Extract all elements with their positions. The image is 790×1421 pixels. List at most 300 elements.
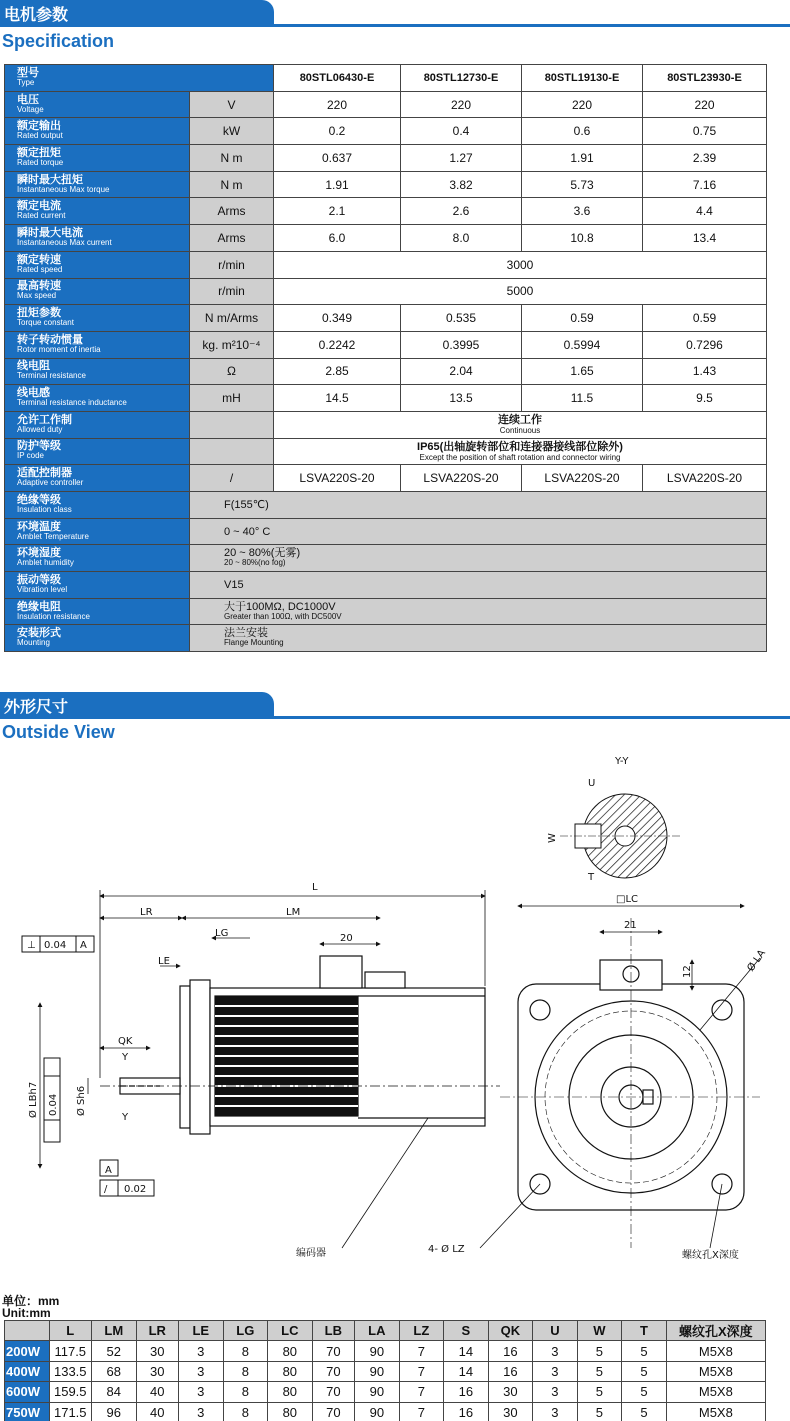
label-zh: 线电阻 xyxy=(17,360,50,373)
label-screw-hole: 螺纹孔X深度 xyxy=(682,1250,739,1261)
value-cell: 13.5 xyxy=(401,385,522,412)
value-cell: 7.16 xyxy=(643,171,767,198)
value-cell: 0.2242 xyxy=(274,331,401,358)
row-label xyxy=(5,278,190,305)
spec-section-tab: 电机参数 xyxy=(0,0,274,24)
dimension-cell: 5 xyxy=(577,1341,622,1361)
value-cell: 2.1 xyxy=(274,198,401,225)
dimension-cell: 3 xyxy=(179,1341,224,1361)
row-label xyxy=(5,198,190,225)
label-encoder: 编码器 xyxy=(296,1248,326,1259)
model-name: 80STL19130-E xyxy=(522,65,643,92)
dimension-cell: 3 xyxy=(179,1402,224,1421)
unit-cell: N m/Arms xyxy=(190,305,274,332)
dimension-cell: 14 xyxy=(444,1341,489,1361)
view-section-title: Outside View xyxy=(2,722,115,742)
value-cell: 4.4 xyxy=(643,198,767,225)
spec-row xyxy=(5,305,767,332)
label-zh: 型号 xyxy=(17,66,39,79)
unit-cell: Arms xyxy=(190,198,274,225)
label-en: Amblet humidity xyxy=(17,558,74,568)
dimension-cell: 30 xyxy=(136,1341,179,1361)
dimension-cell: 70 xyxy=(312,1402,355,1421)
row-label xyxy=(5,331,190,358)
dimension-cell: 8 xyxy=(223,1402,268,1421)
dimension-cell: 3 xyxy=(533,1361,578,1381)
row-label xyxy=(5,572,190,599)
dimension-cell: 5 xyxy=(577,1402,622,1421)
label-en: Mounting xyxy=(17,638,50,648)
spec-row xyxy=(5,171,767,198)
label-zh: 额定电流 xyxy=(17,200,61,213)
model-name: 80STL12730-E xyxy=(401,65,522,92)
label-en: Insulation class xyxy=(17,504,72,514)
spec-row xyxy=(5,385,767,412)
unit-cell: Ω xyxy=(190,358,274,385)
dimension-cell: M5X8 xyxy=(666,1402,765,1421)
value-main: V15 xyxy=(224,578,244,591)
dimension-cell: 16 xyxy=(488,1361,533,1381)
unit-cell xyxy=(190,411,274,438)
value-cell: 220 xyxy=(274,91,401,118)
dimension-cell: 5 xyxy=(622,1402,667,1421)
value-main: F(155℃) xyxy=(224,498,269,511)
value-cell: 1.65 xyxy=(522,358,643,385)
value-sub: Continuous xyxy=(499,426,541,436)
label-en: Adaptive controller xyxy=(17,478,84,488)
dimension-cell: 16 xyxy=(444,1382,489,1402)
label-en: Terminal resistance inductance xyxy=(17,398,127,408)
dim-LZ: 4- Ø LZ xyxy=(428,1244,465,1255)
row-label xyxy=(5,385,190,412)
power-rating: 400W xyxy=(5,1361,50,1381)
row-label xyxy=(5,545,190,572)
value-sub: Except the position of shaft rotation and connector wiring xyxy=(419,452,621,462)
type-label xyxy=(5,65,274,92)
column-header: LZ xyxy=(399,1321,444,1341)
dimension-cell: 5 xyxy=(577,1382,622,1402)
spec-row xyxy=(5,358,767,385)
spec-row xyxy=(5,225,767,252)
value-cell: 2.04 xyxy=(401,358,522,385)
view-section-rule xyxy=(0,716,790,719)
column-header: LM xyxy=(92,1321,137,1341)
spec-row xyxy=(5,465,767,492)
column-header: U xyxy=(533,1321,578,1341)
column-header: LR xyxy=(136,1321,179,1341)
value-cell: 1.43 xyxy=(643,358,767,385)
dimension-cell: 30 xyxy=(488,1382,533,1402)
column-header: LE xyxy=(179,1321,224,1341)
value-cell xyxy=(274,438,767,465)
unit-cell: N m xyxy=(190,145,274,172)
label-en: Instantaneous Max torque xyxy=(17,184,110,194)
table-row xyxy=(5,1341,766,1361)
label-en: Instantaneous Max current xyxy=(17,237,112,247)
spec-row xyxy=(5,118,767,145)
spec-row xyxy=(5,251,767,278)
value-cell: LSVA220S-20 xyxy=(274,465,401,492)
dimension-cell: 5 xyxy=(622,1361,667,1381)
unit-cell: kg. m²10⁻⁴ xyxy=(190,331,274,358)
value-main: 20 ~ 80%(无雾) xyxy=(224,547,301,560)
dimension-cell: 68 xyxy=(92,1361,137,1381)
label-zh: 最高转速 xyxy=(17,280,61,293)
dimension-cell: 8 xyxy=(223,1361,268,1381)
row-label xyxy=(5,492,190,519)
row-label xyxy=(5,625,190,652)
dim-LC: □LC xyxy=(616,894,639,905)
label-zh: 环境湿度 xyxy=(17,547,61,560)
value-cell: 2.39 xyxy=(643,145,767,172)
table-row xyxy=(5,1361,766,1381)
column-header: QK xyxy=(488,1321,533,1341)
label-zh: 线电感 xyxy=(17,387,50,400)
dimension-cell: 3 xyxy=(179,1382,224,1402)
unit-cell: r/min xyxy=(190,251,274,278)
column-header: LC xyxy=(268,1321,313,1341)
unit-cell: kW xyxy=(190,118,274,145)
spec-row xyxy=(5,492,767,519)
dimension-cell: 96 xyxy=(92,1402,137,1421)
dim-20: 20 xyxy=(340,933,353,944)
spec-row xyxy=(5,545,767,572)
dim-LM: LM xyxy=(286,907,301,918)
dim-LE: LE xyxy=(158,956,170,967)
label-en: Rotor moment of inertia xyxy=(17,344,101,354)
row-label xyxy=(5,225,190,252)
motor-front-view xyxy=(500,918,760,1248)
dimension-cell: 84 xyxy=(92,1382,137,1402)
unit-label-zh: 单位：mm xyxy=(2,1294,60,1308)
label-zh: 扭矩参数 xyxy=(17,307,61,320)
value-cell: 3.6 xyxy=(522,198,643,225)
dim-12: 12 xyxy=(682,965,693,978)
dim-QK: QK xyxy=(118,1036,133,1047)
label-zh: 适配控制器 xyxy=(17,467,72,480)
dim-Sh6: Ø Sh6 xyxy=(76,1085,87,1116)
label-en: Terminal resistance xyxy=(17,371,86,381)
value-cell xyxy=(190,572,767,599)
value-cell: 2.85 xyxy=(274,358,401,385)
spec-section-rule xyxy=(0,24,790,27)
value-cell: 220 xyxy=(522,91,643,118)
value-main: 法兰安装 xyxy=(224,627,268,640)
spec-row xyxy=(5,518,767,545)
row-label xyxy=(5,518,190,545)
label-en: Amblet Temperature xyxy=(17,531,89,541)
value-cell: 0.349 xyxy=(274,305,401,332)
spec-row xyxy=(5,198,767,225)
view-section-tab: 外形尺寸 xyxy=(0,692,274,716)
value-cell: 0.6 xyxy=(522,118,643,145)
value-cell: LSVA220S-20 xyxy=(401,465,522,492)
label-zh: 环境温度 xyxy=(17,520,61,533)
dimensions-table xyxy=(4,1320,766,1421)
value-cell: 0.7296 xyxy=(643,331,767,358)
dim-LBh7: Ø LBh7 xyxy=(28,1081,39,1118)
dimension-cell: 16 xyxy=(444,1402,489,1421)
value-cell: 0.75 xyxy=(643,118,767,145)
power-rating: 200W xyxy=(5,1341,50,1361)
dimension-cell: 70 xyxy=(312,1341,355,1361)
dimension-cell: 16 xyxy=(488,1341,533,1361)
column-header xyxy=(5,1321,50,1341)
label-zh: 额定输出 xyxy=(17,120,61,133)
spec-row xyxy=(5,572,767,599)
section-mark-Y-bottom: Y xyxy=(122,1112,129,1123)
table-row xyxy=(5,1382,766,1402)
dimension-cell: 90 xyxy=(355,1361,400,1381)
value-cell xyxy=(190,625,767,652)
dimension-cell: 90 xyxy=(355,1382,400,1402)
row-label xyxy=(5,411,190,438)
value-cell: 0.59 xyxy=(522,305,643,332)
value-cell: 1.91 xyxy=(522,145,643,172)
column-header: T xyxy=(622,1321,667,1341)
label-en: Allowed duty xyxy=(17,424,63,434)
value-cell: 0.4 xyxy=(401,118,522,145)
dimension-cell: 5 xyxy=(622,1382,667,1402)
label-en: IP code xyxy=(17,451,44,461)
dimension-cell: 3 xyxy=(533,1382,578,1402)
dimension-cell: M5X8 xyxy=(666,1361,765,1381)
value-cell: 8.0 xyxy=(401,225,522,252)
value-cell: 9.5 xyxy=(643,385,767,412)
label-en: Torque constant xyxy=(17,318,74,328)
spec-row xyxy=(5,331,767,358)
dimension-cell: M5X8 xyxy=(666,1382,765,1402)
label-zh: 允许工作制 xyxy=(17,413,72,426)
row-label xyxy=(5,598,190,625)
spec-row xyxy=(5,411,767,438)
model-name: 80STL06430-E xyxy=(274,65,401,92)
shaft-section-YY xyxy=(560,794,680,878)
svg-text:⊥: ⊥ xyxy=(27,940,36,951)
value-main: IP65(出轴旋转部位和连接器接线部位除外) xyxy=(417,440,623,453)
dimension-cell: 40 xyxy=(136,1382,179,1402)
value-cell: 13.4 xyxy=(643,225,767,252)
value-cell: 0.637 xyxy=(274,145,401,172)
value-cell xyxy=(274,411,767,438)
value-cell: 3.82 xyxy=(401,171,522,198)
row-label xyxy=(5,305,190,332)
dim-LG: LG xyxy=(215,928,229,939)
value-cell: 1.91 xyxy=(274,171,401,198)
dimension-cell: 8 xyxy=(223,1341,268,1361)
value-cell xyxy=(190,492,767,519)
value-cell: 0.535 xyxy=(401,305,522,332)
row-label xyxy=(5,145,190,172)
dimension-cell: 133.5 xyxy=(49,1361,92,1381)
label-en: Rated speed xyxy=(17,264,63,274)
label-zh: 转子转动惯量 xyxy=(17,333,83,346)
datum-A-ref: A xyxy=(80,940,87,951)
value-cell: 0.2 xyxy=(274,118,401,145)
dims-header-row xyxy=(5,1321,766,1341)
column-header: S xyxy=(444,1321,489,1341)
model-name: 80STL23930-E xyxy=(643,65,767,92)
dimension-cell: 7 xyxy=(399,1382,444,1402)
value-cell xyxy=(190,545,767,572)
power-rating: 600W xyxy=(5,1382,50,1402)
dim-21: 21 xyxy=(624,920,637,931)
spec-row xyxy=(5,278,767,305)
dimension-cell: 70 xyxy=(312,1361,355,1381)
label-en: Rated torque xyxy=(17,157,64,167)
dim-L: L xyxy=(312,882,318,893)
label-zh: 振动等级 xyxy=(17,573,61,586)
dimension-cell: 3 xyxy=(533,1341,578,1361)
column-header: W xyxy=(577,1321,622,1341)
value-cell: LSVA220S-20 xyxy=(522,465,643,492)
label-zh: 绝缘等级 xyxy=(17,493,61,506)
column-header: LG xyxy=(223,1321,268,1341)
column-header: LB xyxy=(312,1321,355,1341)
value-cell: LSVA220S-20 xyxy=(643,465,767,492)
dim-LR: LR xyxy=(140,907,153,918)
dim-T: T xyxy=(588,872,595,883)
dimension-cell: 5 xyxy=(622,1341,667,1361)
dimension-cell: M5X8 xyxy=(666,1341,765,1361)
value-cell xyxy=(190,598,767,625)
value-cell: 3000 xyxy=(274,251,767,278)
unit-cell: mH xyxy=(190,385,274,412)
motor-side-view xyxy=(100,956,500,1134)
spec-row xyxy=(5,91,767,118)
dimension-cell: 80 xyxy=(268,1382,313,1402)
label-en: Type xyxy=(17,77,35,87)
dimension-cell: 7 xyxy=(399,1341,444,1361)
spec-header-row xyxy=(5,65,767,92)
row-label xyxy=(5,171,190,198)
unit-cell: Arms xyxy=(190,225,274,252)
tol-concentric: 0.04 xyxy=(48,1093,59,1116)
label-en: Voltage xyxy=(17,104,44,114)
value-cell: 5.73 xyxy=(522,171,643,198)
dimension-cell: 80 xyxy=(268,1361,313,1381)
spec-row xyxy=(5,625,767,652)
dimension-cell: 52 xyxy=(92,1341,137,1361)
value-cell: 6.0 xyxy=(274,225,401,252)
spec-section-title: Specification xyxy=(2,31,115,51)
value-cell: 1.27 xyxy=(401,145,522,172)
dimension-cell: 7 xyxy=(399,1361,444,1381)
row-label xyxy=(5,438,190,465)
dim-W: W xyxy=(547,833,558,843)
dimension-cell: 5 xyxy=(577,1361,622,1381)
unit-cell xyxy=(190,438,274,465)
row-label xyxy=(5,118,190,145)
dimension-cell: 7 xyxy=(399,1402,444,1421)
column-header: LA xyxy=(355,1321,400,1341)
unit-cell: r/min xyxy=(190,278,274,305)
unit-cell: N m xyxy=(190,171,274,198)
label-en: Max speed xyxy=(17,291,57,301)
dimension-cell: 3 xyxy=(179,1361,224,1381)
section-label-YY: Y-Y xyxy=(615,756,629,767)
value-cell: 2.6 xyxy=(401,198,522,225)
value-sub: Greater than 100Ω, with DC500V xyxy=(224,611,342,621)
dimension-cell: 80 xyxy=(268,1402,313,1421)
column-header: 螺纹孔X深度 xyxy=(666,1321,765,1341)
spec-row xyxy=(5,438,767,465)
label-en: Rated output xyxy=(17,131,63,141)
value-cell: 0.59 xyxy=(643,305,767,332)
spec-row xyxy=(5,145,767,172)
label-zh: 绝缘电阻 xyxy=(17,600,61,613)
dim-LA: Ø LA xyxy=(745,947,769,974)
value-cell: 220 xyxy=(401,91,522,118)
value-main: 0 ~ 40° C xyxy=(224,525,271,538)
label-zh: 瞬时最大扭矩 xyxy=(17,173,83,186)
power-rating: 750W xyxy=(5,1402,50,1421)
label-zh: 额定转速 xyxy=(17,253,61,266)
row-label xyxy=(5,358,190,385)
dim-U: U xyxy=(588,778,596,789)
svg-text:/: / xyxy=(104,1184,108,1195)
value-cell: 10.8 xyxy=(522,225,643,252)
table-row xyxy=(5,1402,766,1421)
spec-row xyxy=(5,598,767,625)
dimension-cell: 30 xyxy=(136,1361,179,1381)
value-cell: 5000 xyxy=(274,278,767,305)
label-en: Rated current xyxy=(17,211,66,221)
label-zh: 额定扭矩 xyxy=(17,146,61,159)
value-main: 大于100MΩ, DC1000V xyxy=(224,600,336,613)
unit-cell: V xyxy=(190,91,274,118)
section-mark-Y-top: Y xyxy=(122,1052,129,1063)
label-en: Vibration level xyxy=(17,584,68,594)
label-zh: 瞬时最大电流 xyxy=(17,226,83,239)
dimension-cell: 3 xyxy=(533,1402,578,1421)
dimension-cell: 70 xyxy=(312,1382,355,1402)
value-cell xyxy=(190,518,767,545)
dimension-cell: 171.5 xyxy=(49,1402,92,1421)
row-label xyxy=(5,251,190,278)
value-cell: 0.5994 xyxy=(522,331,643,358)
value-cell: 0.3995 xyxy=(401,331,522,358)
label-zh: 安装形式 xyxy=(17,627,61,640)
tol-runout: 0.02 xyxy=(124,1184,147,1195)
dimension-cell: 30 xyxy=(488,1402,533,1421)
row-label xyxy=(5,91,190,118)
specification-table xyxy=(4,64,767,652)
dimension-cell: 90 xyxy=(355,1402,400,1421)
value-main: 连续工作 xyxy=(498,414,542,427)
unit-cell: / xyxy=(190,465,274,492)
value-cell: 220 xyxy=(643,91,767,118)
value-sub: 20 ~ 80%(no fog) xyxy=(224,558,286,568)
dimension-cell: 8 xyxy=(223,1382,268,1402)
label-en: Insulation resistance xyxy=(17,611,90,621)
unit-label-en: Unit:mm xyxy=(2,1306,51,1320)
column-header: L xyxy=(49,1321,92,1341)
dimension-cell: 90 xyxy=(355,1341,400,1361)
dimension-cell: 117.5 xyxy=(49,1341,92,1361)
row-label xyxy=(5,465,190,492)
value-cell: 14.5 xyxy=(274,385,401,412)
value-cell: 11.5 xyxy=(522,385,643,412)
label-zh: 防护等级 xyxy=(17,440,61,453)
tol-perpendicular: 0.04 xyxy=(44,940,67,951)
label-zh: 电压 xyxy=(17,93,39,106)
dimension-cell: 80 xyxy=(268,1341,313,1361)
dimension-cell: 159.5 xyxy=(49,1382,92,1402)
dimension-cell: 40 xyxy=(136,1402,179,1421)
outside-view-drawing xyxy=(0,748,790,1288)
dimension-cell: 14 xyxy=(444,1361,489,1381)
